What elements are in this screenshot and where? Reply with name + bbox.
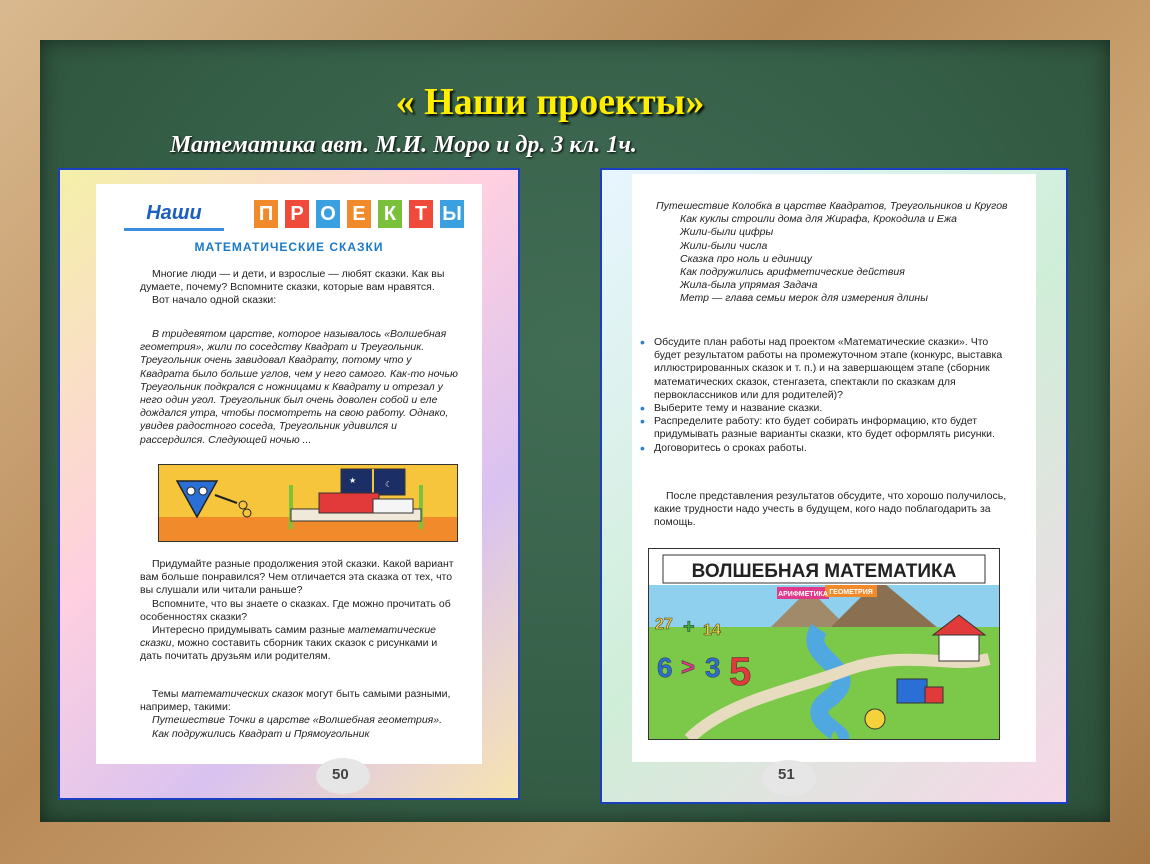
header-word-nashi: Наши xyxy=(124,202,224,231)
header-letter-box: Е xyxy=(347,200,371,228)
header-letter-box: О xyxy=(316,200,340,228)
header-letter-box: Т xyxy=(409,200,433,228)
topic-item: Жила-была упрямая Задача xyxy=(680,279,818,292)
p6-text-b: математических сказок xyxy=(181,688,304,700)
topic-item: Жили-были числа xyxy=(680,239,768,252)
bullet-item: • Договоритесь о сроках работы. xyxy=(638,442,1016,455)
banner-text: ВОЛШЕБНАЯ МАТЕМАТИКА xyxy=(691,561,957,582)
tale-paragraph: В тридевятом царстве, которое называлось «Волшебная геометрия», жили по соседству Квадрат и Треугольник. Треугольник очень завидовал Квадрату, потому что у Квадрата было больше углов, чем у него самого. Как-то ночью Треугольник подкрался с ножницами к Квадрату и отрезал у него один угол. Треугольник был очень доволен собой и еле дождался утра, чтобы посмотреть на свою работу. Однако, увидев радостного соседа, Треугольник удивился и рассердился. Следующей ночью ... xyxy=(140,328,458,446)
bullet-item: • Выберите тему и название сказки. xyxy=(638,402,1016,415)
topic-item: Жили-были цифры xyxy=(680,226,774,239)
paragraph-5 xyxy=(140,624,462,664)
questions-block xyxy=(140,558,462,664)
textbook-page-left xyxy=(58,168,520,800)
paragraph-3: Придумайте разные продолжения этой сказки. Какой вариант вам больше понравился? Чем отличается эта сказка от тех, что вы слушали или читали раньше? xyxy=(140,558,454,597)
number-27: 27 xyxy=(655,616,673,633)
topic-item: Метр — глава семьи мерок для измерения длины xyxy=(680,292,928,305)
tale-illustration xyxy=(158,464,458,542)
closing-paragraph: После представления результатов обсудите, что хорошо получилось, какие трудности надо учесть в будущем, кого надо поблагодарить за помощь. xyxy=(654,490,1007,529)
topic-item: Как подружились арифметические действия xyxy=(680,266,905,279)
intro-p1: Многие люди — и дети, и взрослые — любят сказки. Как вы думаете, почему? Вспомните сказки, которые вам нравятся. xyxy=(140,268,445,294)
topic-item: Путешествие Колобка в царстве Квадратов, Треугольников и Кругов xyxy=(656,200,1008,212)
header-letter-box: Ы xyxy=(440,200,464,228)
number-6: 6 xyxy=(657,652,673,683)
bullet-item: • Распределите работу: кто будет собирать информацию, кто будет придумывать разные варианты сказки, кто будет оформлять рисунки. xyxy=(638,415,1016,441)
p5-text-a: Интересно придумывать самим разные xyxy=(152,624,348,637)
greater-sign: > xyxy=(681,654,696,681)
p5-text-c: , можно составить сборник таких сказок с рисунками и дать почитать друзьям или родителям. xyxy=(140,637,438,663)
topic-item: Как куклы строили дома для Жирафа, Крокодила и Ежа xyxy=(680,213,957,226)
intro-p2: Вот начало одной сказки: xyxy=(152,294,277,307)
topic-item: Как подружились Квадрат и Прямоугольник xyxy=(152,727,370,740)
p6-text-a: Темы xyxy=(152,688,182,700)
paragraph-6 xyxy=(140,688,462,714)
header-letter-box: К xyxy=(378,200,402,228)
magic-math-scene-icon xyxy=(649,549,999,739)
section-title: МАТЕМАТИЧЕСКИЕ СКАЗКИ xyxy=(194,240,384,254)
topic-item: Путешествие Точки в царстве «Волшебная геометрия». xyxy=(152,714,443,727)
page-sheet-left xyxy=(96,184,482,764)
slide-title: « Наши проекты» xyxy=(395,81,705,123)
page-number-right: 51 xyxy=(778,766,795,783)
intro-paragraph xyxy=(140,268,460,308)
textbook-page-right xyxy=(600,168,1068,804)
projects-header xyxy=(124,196,484,232)
bullet-item: • Обсудите план работы над проектом «Математические сказки». Что будет результатом работы на промежуточном этапе (конкурс, выставка иллюстрированных сказок и т. п.) и на завершающем этапе (сборник математических сказок, стенгазета, спектакли по сказкам для первоклассников или для родителей)? xyxy=(638,336,1016,402)
number-14: 14 xyxy=(703,622,721,639)
p5-text-b: математические сказки xyxy=(140,624,437,650)
topics-list-continued xyxy=(656,200,1026,306)
topics-block xyxy=(140,688,462,741)
page-number-left: 50 xyxy=(332,766,349,783)
plus-sign: + xyxy=(683,616,695,638)
header-letter-box: П xyxy=(254,200,278,228)
topic-item: Сказка про ноль и единицу xyxy=(680,252,812,265)
header-letter-box: Р xyxy=(285,200,309,228)
number-5: 5 xyxy=(729,650,752,694)
magic-math-illustration xyxy=(648,548,1000,740)
instructions-list xyxy=(638,336,1016,455)
page-sheet-right xyxy=(632,174,1036,762)
sign-arithmetic: АРИФМЕТИКА xyxy=(778,591,828,598)
sign-geometry: ГЕОМЕТРИЯ xyxy=(829,589,873,596)
slide-subtitle: Математика авт. М.И. Моро и др. 3 кл. 1ч. xyxy=(170,132,637,158)
svg-text:★: ★ xyxy=(349,476,357,485)
number-3: 3 xyxy=(705,652,721,683)
paragraph-4: Вспомните, что вы знаете о сказках. Где можно прочитать об особенностях сказки? xyxy=(140,597,451,623)
svg-text:☾: ☾ xyxy=(385,480,393,489)
bedroom-scene-icon xyxy=(159,465,457,541)
p6-text-c: могут быть самыми разными, например, такими: xyxy=(140,688,451,714)
